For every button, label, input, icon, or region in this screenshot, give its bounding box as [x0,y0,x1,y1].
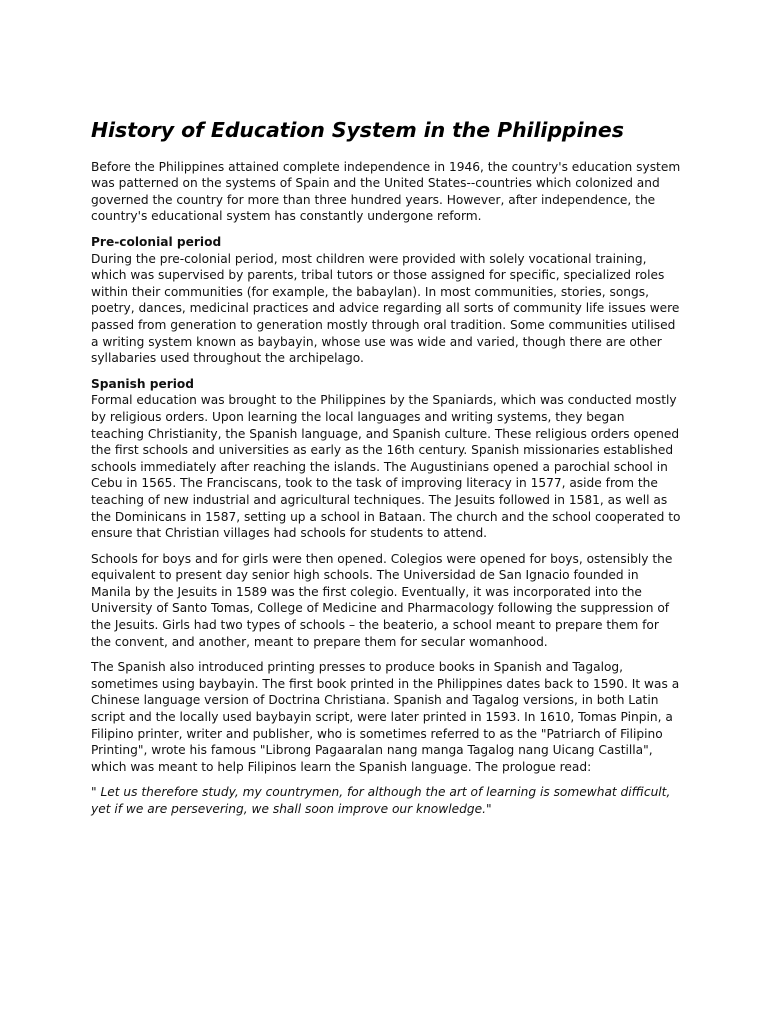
precolonial-paragraph: During the pre-colonial period, most children were provided with solely vocational training, which was supervised by parents, tribal tutors or those assigned for specific, specialized roles within their communities (for example, the babaylan). In most communities, stories, songs, poetry, dances, medicinal practices and advice regarding all sorts of community life issues were passed from generation to generation mostly through oral tradition. Some communities utilised a writing system known as baybayin, whose use was wide and varied, though there are other syllabaries used throughout the archipelago. [91,251,680,366]
intro-paragraph: Before the Philippines attained complete independence in 1946, the country's education system was patterned on the systems of Spain and the United States--countries which colonized and governed the country for more than three hundred years. However, after independence, the country's educational system has constantly undergone reform. [91,159,681,224]
spanish-paragraph-2: Schools for boys and for girls were then opened. Colegios were opened for boys, ostensibly the equivalent to present day senior high schools. The Universidad de San Ignacio founded in Manila by the Jesuits in 1589 was the first colegio. Eventually, it was incorporated into the University of Santo Tomas, College of Medicine and Pharmacology following the suppression of the Jesuits. Girls had two types of schools – the beaterio, a school meant to prepare them for the convent, and another, meant to prepare them for secular womanhood. [91,551,673,649]
precolonial-section [91,234,681,367]
section-heading-precolonial: Pre-colonial period [91,235,222,249]
spanish-paragraph-1: Formal education was brought to the Philippines by the Spaniards, which was conducted mostly by religious orders. Upon learning the local languages and writing systems, they began teaching Christianity, the Spanish language, and Spanish culture. These religious orders opened the first schools and universities as early as the 16th century. Spanish missionaries established schools immediately after reaching the islands. The Augustinians opened a parochial school in Cebu in 1565. The Franciscans, took to the task of improving literacy in 1577, aside from the teaching of new industrial and agricultural techniques. The Jesuits followed in 1581, as well as the Dominicans in 1587, setting up a school in Bataan. The church and the school cooperated to ensure that Christian villages had schools for students to attend. [91,393,681,541]
section-heading-spanish: Spanish period [91,376,195,391]
document-title: History of Education System in the Philippines [91,118,624,142]
spanish-section [91,376,681,542]
prologue-quote: " Let us therefore study, my countrymen, for although the art of learning is somewhat difficult, yet if we are persevering, we shall soon improve our knowledge." [91,785,671,816]
spanish-paragraph-3: The Spanish also introduced printing presses to produce books in Spanish and Tagalog, sometimes using baybayin. The first book printed in the Philippines dates back to 1590. It was a Chinese language version of Doctrina Christiana. Spanish and Tagalog versions, in both Latin script and the locally used baybayin script, were later printed in 1593. In 1610, Tomas Pinpin, a Filipino printer, writer and publisher, who is sometimes referred to as the "Patriarch of Filipino Printing", wrote his famous "Librong Pagaaralan nang manga Tagalog nang Uicang Castilla", which was meant to help Filipinos learn the Spanish language. The prologue read: [91,660,680,774]
document-page [91,118,681,827]
